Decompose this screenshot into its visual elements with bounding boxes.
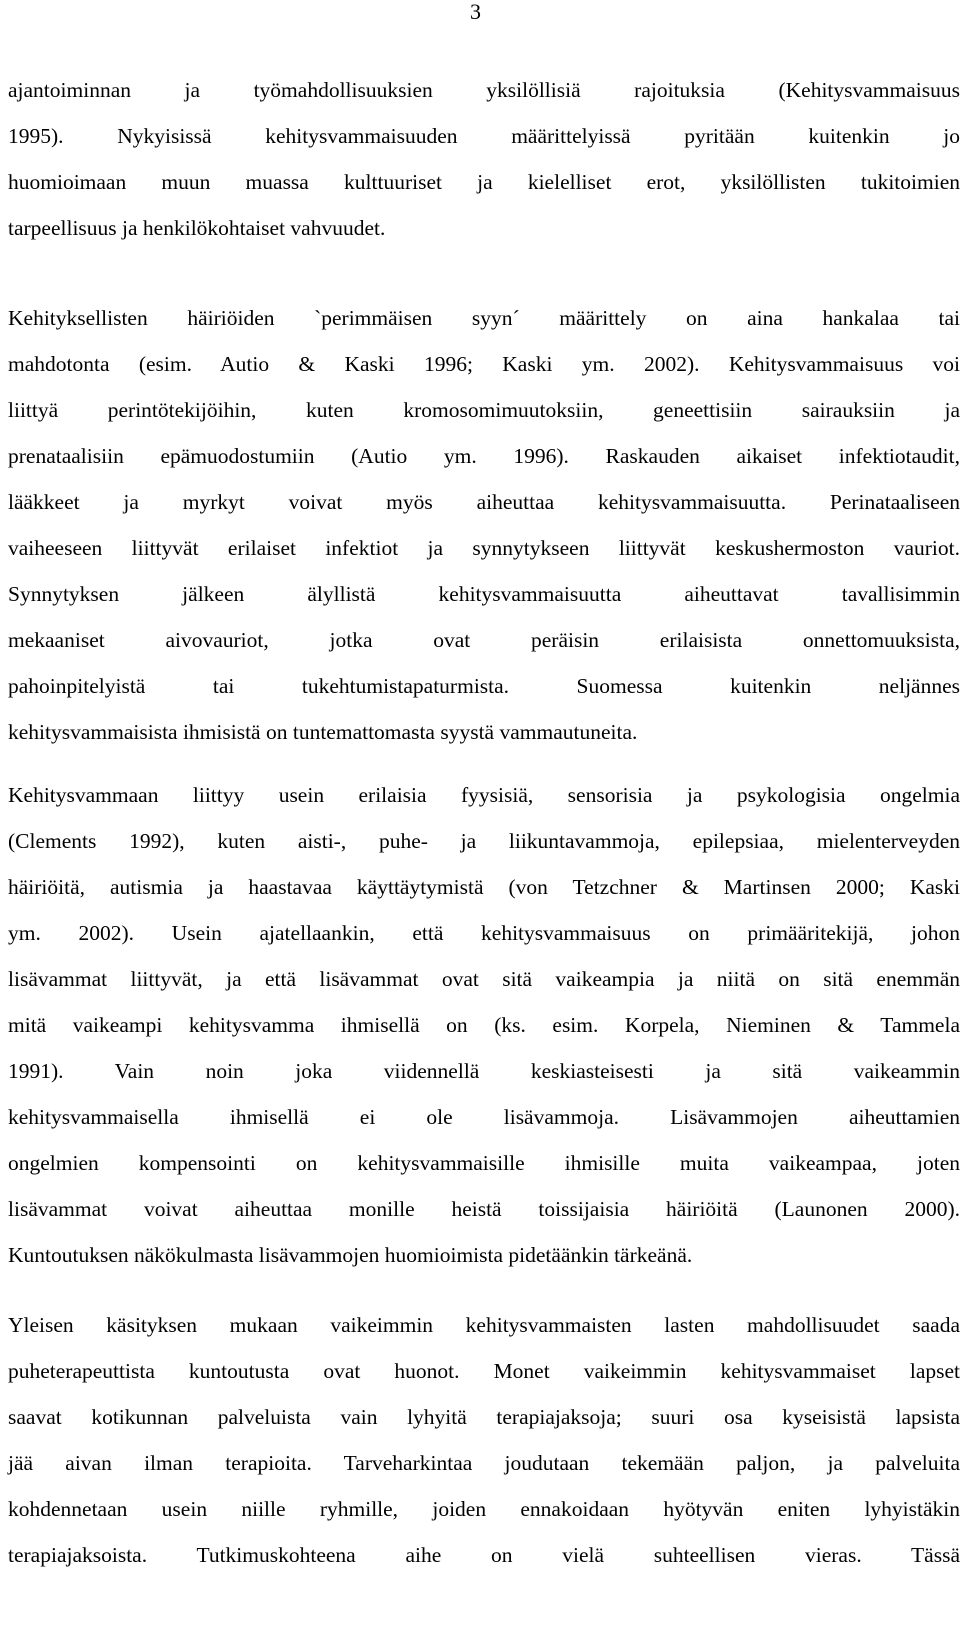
text-line: häiriöitä, autismia ja haastavaa käyttäytymistä (von Tetzchner & Martinsen 2000; Kaski [8,875,960,899]
text-line: saavat kotikunnan palveluista vain lyhyitä terapiajaksoja; suuri osa kyseisistä lapsista [8,1405,960,1429]
text-line: mekaaniset aivovauriot, jotka ovat peräisin erilaisista onnettomuuksista, [8,628,960,652]
text-line: Synnytyksen jälkeen älyllistä kehitysvammaisuutta aiheuttavat tavallisimmin [8,582,960,606]
text-line: ongelmien kompensointi on kehitysvammaisille ihmisille muita vaikeampaa, joten [8,1151,960,1175]
text-line: ajantoiminnan ja työmahdollisuuksien yksilöllisiä rajoituksia (Kehitysvammaisuus [8,78,960,102]
text-line: mitä vaikeampi kehitysvamma ihmisellä on (ks. esim. Korpela, Nieminen & Tammela [8,1013,960,1037]
text-line: vaiheeseen liittyvät erilaiset infektiot ja synnytykseen liittyvät keskushermoston vauriot. [8,536,960,560]
text-line: jää aivan ilman terapioita. Tarveharkintaa joudutaan tekemään paljon, ja palveluita [8,1451,960,1475]
text-line: prenataalisiin epämuodostumiin (Autio ym. 1996). Raskauden aikaiset infektiotaudit, [8,444,960,468]
text-line: Kehitysvammaan liittyy usein erilaisia fyysisiä, sensorisia ja psykologisia ongelmia [8,783,960,807]
text-line: pahoinpitelyistä tai tukehtumistapaturmista. Suomessa kuitenkin neljännes [8,674,960,698]
text-line: lisävammat liittyvät, ja että lisävammat ovat sitä vaikeampia ja niitä on sitä enemmän [8,967,960,991]
text-line: Yleisen käsityksen mukaan vaikeimmin kehitysvammaisten lasten mahdollisuudet saada [8,1313,960,1337]
text-line: kehitysvammaisista ihmisistä on tuntemattomasta syystä vammautuneita. [8,720,638,744]
text-line: lääkkeet ja myrkyt voivat myös aiheuttaa kehitysvammaisuutta. Perinataaliseen [8,490,960,514]
text-line: kohdennetaan usein niille ryhmille, joiden ennakoidaan hyötyvän eniten lyhyistäkin [8,1497,960,1521]
text-line: 1991). Vain noin joka viidennellä keskiasteisesti ja sitä vaikeammin [8,1059,960,1083]
text-line: Kuntoutuksen näkökulmasta lisävammojen huomioimista pidetäänkin tärkeänä. [8,1243,693,1267]
paragraph-3 [8,772,960,1278]
text-line: Kehityksellisten häiriöiden `perimmäisen syyn´ määrittely on aina hankalaa tai [8,306,960,330]
paragraph-1 [8,67,960,251]
text-line: liittyä perintötekijöihin, kuten kromosomimuutoksiin, geneettisiin sairauksiin ja [8,398,960,422]
text-line: ym. 2002). Usein ajatellaankin, että kehitysvammaisuus on primääritekijä, johon [8,921,960,945]
text-line: (Clements 1992), kuten aisti-, puhe- ja liikuntavammoja, epilepsiaa, mielenterveyden [8,829,960,853]
text-line: puheterapeuttista kuntoutusta ovat huonot. Monet vaikeimmin kehitysvammaiset lapset [8,1359,960,1383]
page-number: 3 [470,0,481,24]
text-line: 1995). Nykyisissä kehitysvammaisuuden määrittelyissä pyritään kuitenkin jo [8,124,960,148]
text-line: kehitysvammaisella ihmisellä ei ole lisävammoja. Lisävammojen aiheuttamien [8,1105,960,1129]
paragraph-4 [8,1302,960,1578]
text-line: mahdotonta (esim. Autio & Kaski 1996; Kaski ym. 2002). Kehitysvammaisuus voi [8,352,960,376]
paragraph-2 [8,295,960,755]
text-line: lisävammat voivat aiheuttaa monille heistä toissijaisia häiriöitä (Launonen 2000). [8,1197,960,1221]
text-line: terapiajaksoista. Tutkimuskohteena aihe on vielä suhteellisen vieras. Tässä [8,1543,960,1567]
text-line: huomioimaan muun muassa kulttuuriset ja kielelliset erot, yksilöllisten tukitoimien [8,170,960,194]
text-line: tarpeellisuus ja henkilökohtaiset vahvuudet. [8,216,386,240]
